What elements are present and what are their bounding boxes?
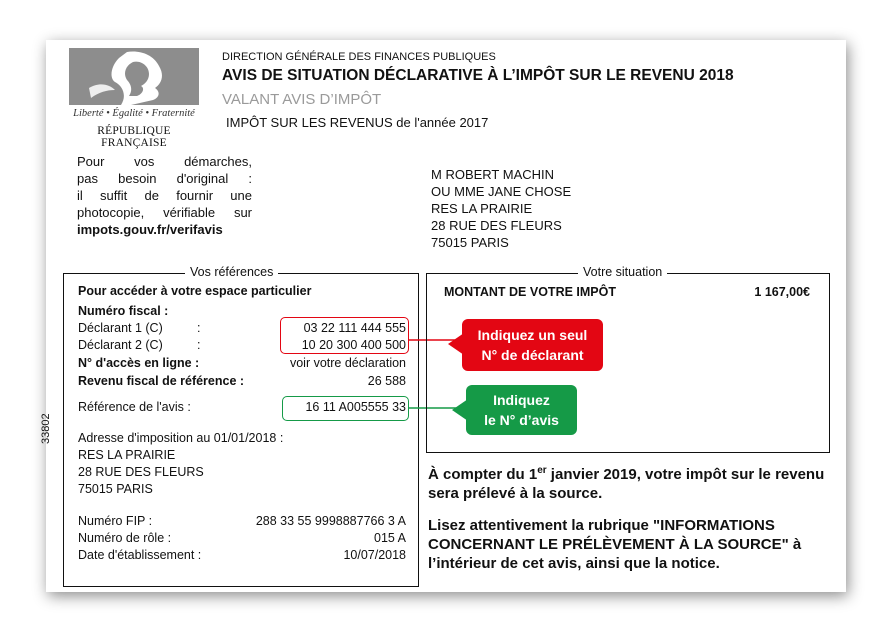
ref-avis-value: 16 11 A005555 33 — [305, 400, 406, 414]
fip-value: 288 33 55 9998887766 3 A — [255, 514, 406, 528]
tax-notice-document — [40, 40, 846, 592]
notice-paragraph-2: Lisez attentivement la rubrique "INFORMATIONS CONCERNANT LE PRÉLÈVEMENT À LA SOURCE" à l’intérieur de cet avis, ainsi que la notice. — [428, 517, 802, 572]
declarant1-value: 03 22 111 444 555 — [303, 321, 406, 335]
address-line: OU MME JANE CHOSE — [431, 184, 572, 199]
notice-p1-text: À compter du 1 — [428, 466, 538, 483]
revenus-suffix: de l'année 2017 — [392, 115, 489, 130]
revenus-prefix: IMPÔT SUR LES REVENUS — [226, 115, 393, 130]
declarant1-colon: : — [197, 321, 201, 335]
date-label: Date d'établissement : — [78, 548, 202, 562]
address-line: M ROBERT MACHIN — [431, 167, 555, 182]
rfr-label: Revenu fiscal de référence : — [78, 374, 245, 388]
situation-legend: Votre situation — [578, 265, 667, 279]
address-line: 28 RUE DES FLEURS — [431, 218, 562, 233]
declarant1-label: Déclarant 1 (C) — [78, 321, 163, 335]
marianne-icon — [69, 48, 199, 105]
montant-value: 1 167,00€ — [754, 285, 810, 299]
green-callout-line1: Indiquez — [493, 392, 550, 408]
date-value: 10/07/2018 — [343, 548, 406, 562]
address-line: 75015 PARIS — [431, 235, 509, 250]
role-value: 015 A — [374, 531, 406, 545]
role-label: Numéro de rôle : — [78, 531, 172, 545]
green-callout-line2: le N° d’avis — [484, 412, 559, 428]
rfr-value: 26 588 — [367, 374, 406, 388]
declarant-highlight — [280, 317, 409, 354]
numero-fiscal-label: Numéro fiscal : — [78, 304, 169, 318]
marianne-logo — [65, 48, 203, 149]
situation-box — [426, 265, 830, 453]
declarant2-label: Déclarant 2 (C) — [78, 338, 163, 352]
adresse-line: RES LA PRAIRIE — [78, 448, 176, 462]
address-line: RES LA PRAIRIE — [431, 201, 533, 216]
declarant2-value: 10 20 300 400 500 — [301, 338, 406, 352]
fip-label: Numéro FIP : — [78, 514, 153, 528]
verif-line-4: photocopie, vérifiable sur — [77, 205, 252, 220]
references-legend: Vos références — [185, 265, 278, 279]
dgfip-label: DIRECTION GÉNÉRALE DES FINANCES PUBLIQUES — [222, 51, 496, 63]
adresse-label: Adresse d'imposition au 01/01/2018 : — [78, 431, 284, 445]
verification-text — [77, 153, 252, 238]
acces-value: voir votre déclaration — [289, 356, 406, 370]
ref-avis-label: Référence de l'avis : — [78, 400, 191, 414]
document-title: AVIS DE SITUATION DÉCLARATIVE À L’IMPÔT SUR LE REVENU 2018 — [222, 67, 734, 84]
ref-avis-highlight — [282, 396, 409, 421]
notice-paragraph-1 — [428, 461, 828, 503]
verif-line-3: il suffit de fournir une — [77, 188, 252, 203]
revenus-year — [226, 115, 488, 130]
side-number: 33802 — [40, 413, 52, 444]
red-callout-line2: N° de déclarant — [481, 347, 584, 363]
verif-site-link[interactable]: impots.gouv.fr/verifavis — [77, 222, 223, 237]
montant-label: MONTANT DE VOTRE IMPÔT — [444, 285, 616, 299]
verif-line-1: Pour vos démarches, — [77, 154, 252, 169]
adresse-line: 28 RUE DES FLEURS — [78, 465, 204, 479]
references-box — [63, 265, 419, 587]
adresse-line: 75015 PARIS — [78, 482, 153, 496]
acces-label: N° d'accès en ligne : — [78, 356, 200, 370]
republic-motto: Liberté • Égalité • Fraternité — [73, 108, 195, 119]
verif-line-2: pas besoin d'original : — [77, 171, 252, 186]
espace-heading: Pour accéder à votre espace particulier — [78, 284, 312, 298]
document-subtitle: VALANT AVIS D’IMPÔT — [222, 91, 382, 108]
declarant2-colon: : — [197, 338, 201, 352]
prelevement-notice — [428, 461, 828, 586]
notice-p1-text-end: janvier 2019, votre impôt sur le revenu sera prélevé à la source. — [428, 466, 825, 502]
recipient-address — [431, 166, 571, 251]
red-callout-line1: Indiquez un seul — [477, 327, 588, 343]
republic-name: RÉPUBLIQUE FRANÇAISE — [97, 125, 171, 149]
notice-p1-sup: er — [537, 465, 547, 476]
